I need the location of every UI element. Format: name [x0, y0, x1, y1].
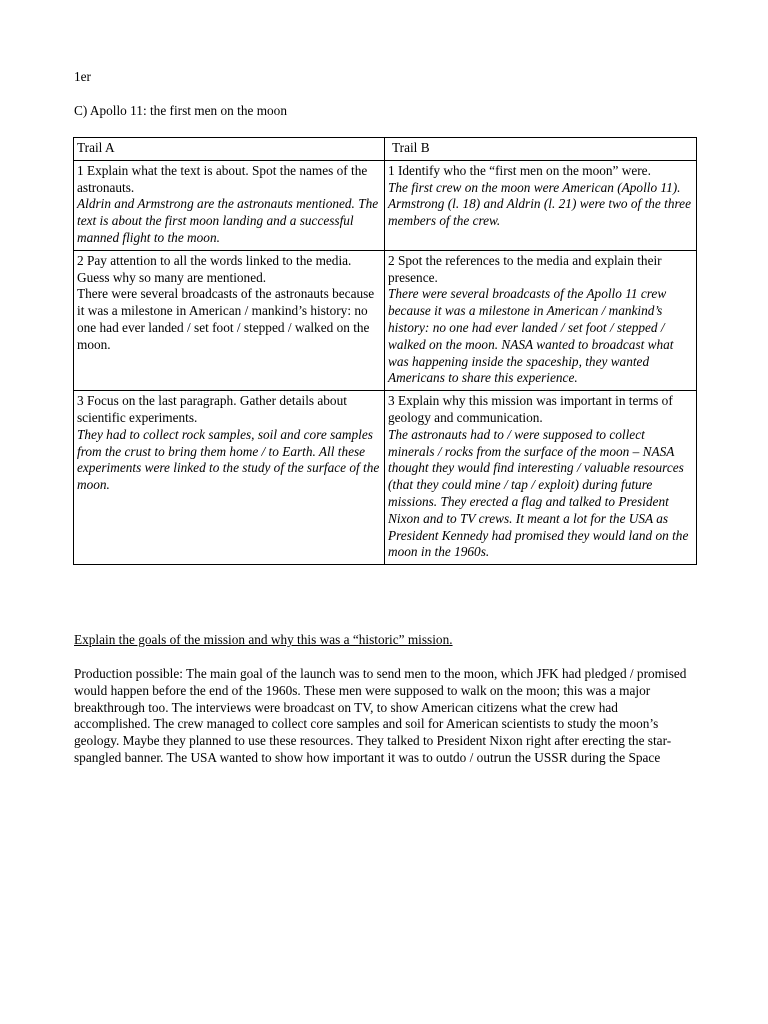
production-paragraph: Production possible: The main goal of the launch was to send men to the moon, which JFK had pledged / promised would happen before the end of the 1960s. These men were supposed to walk on the moon; this was a major breakthrough too. The interviews were broadcast on TV, to show American citizens what the crew had accomplished. The crew managed to collect core samples and soil for American scientists to study the moon’s geology. Maybe they planned to use these resources. They talked to President Nixon right after erecting the star-spangled banner. The USA wanted to show how important it was to outdo / outrun the USSR during the Space [74, 666, 687, 765]
trail-b-answer-3: The astronauts had to / were supposed to collect minerals / rocks from the surface of the moon – NASA thought they would find interesting / valuable resources (that they could mine / tap / exploit) during future missions. They erected a flag and talked to President Nixon and to TV crews. It meant a lot for the USA as President Kennedy had promised they would land on the moon in the 1960s. [388, 426, 689, 560]
trail-a-question-2: 2 Pay attention to all the words linked to the media. Guess why so many are mentioned. [77, 252, 352, 285]
trail-a-answer-3: They had to collect rock samples, soil and core samples from the crust to bring them home / to Earth. All these experiments were linked to the study of the surface of the moon. [77, 426, 380, 493]
trail-b-answer-2: There were several broadcasts of the Apollo 11 crew because it was a milestone in American / mankind’s history: no one had ever landed / set foot / stepped / walked on the moon. NASA wanted to broadcast what was happening inside the spaceship, they wanted Americans to share this experience. [388, 286, 674, 386]
trail-a-cell-1 [74, 160, 385, 250]
trail-b-cell-3 [385, 391, 697, 565]
table-header-row [74, 138, 697, 161]
trail-a-cell-2 [74, 250, 385, 390]
trail-b-question-1: 1 Identify who the “first men on the moon” were. [388, 162, 651, 178]
writing-task: Explain the goals of the mission and why this was a “historic” mission. [74, 632, 453, 647]
trail-a-question-3: 3 Focus on the last paragraph. Gather details about scientific experiments. [77, 393, 347, 425]
trail-b-question-2: 2 Spot the references to the media and explain their presence. [388, 252, 662, 285]
table-row [74, 391, 697, 565]
trail-a-answer-1: Aldrin and Armstrong are the astronauts mentioned. The text is about the first moon landing and a successful manned flight to the moon. [77, 196, 379, 245]
table-row [74, 160, 697, 250]
header-trail-b: Trail B [385, 138, 697, 161]
trails-table [73, 137, 697, 565]
trail-b-answer-1: The first crew on the moon were American (Apollo 11). Armstrong (l. 18) and Aldrin (l. 21) were two of the three members of the crew. [388, 179, 691, 229]
trail-b-cell-1 [385, 160, 697, 250]
table-row [74, 250, 697, 390]
trail-a-answer-2: There were several broadcasts of the astronauts because it was a milestone in American / mankind’s history: no one had ever landed / set foot / stepped / walked on the moon. [77, 286, 375, 352]
trail-b-cell-2 [385, 250, 697, 390]
trail-b-question-3: 3 Explain why this mission was important in terms of geology and communication. [388, 393, 673, 425]
section-title: C) Apollo 11: the first men on the moon [74, 103, 287, 118]
header-trail-a: Trail A [74, 138, 385, 161]
level-label: 1er [74, 69, 91, 84]
trail-a-question-1: 1 Explain what the text is about. Spot the names of the astronauts. [77, 162, 368, 195]
trail-a-cell-3 [74, 391, 385, 565]
